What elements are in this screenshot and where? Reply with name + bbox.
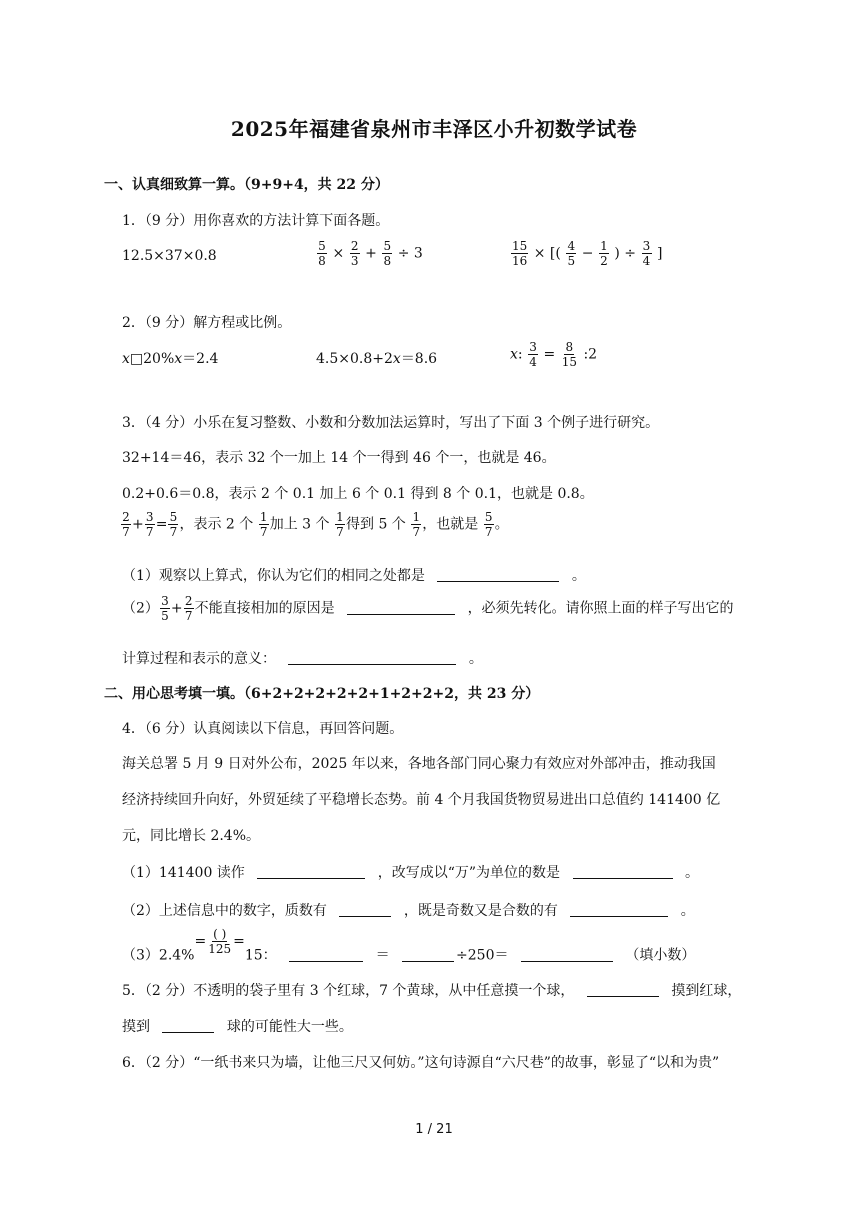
fraction: $\frac{8}{15}$ <box>561 340 577 369</box>
fraction: $\frac{15}{16}$ <box>512 239 528 268</box>
answer-blank[interactable] <box>288 650 456 665</box>
answer-blank[interactable] <box>289 947 363 962</box>
q3-part-2: （2） $\frac{3}{5}$ + $\frac{2}{7}$ 不能直接相加的原因是 ，必须先转化。请你照上面的样子写出它的 <box>122 594 734 623</box>
question-5-line-2: 摸到 球的可能性大一些。 <box>122 1019 353 1035</box>
q4-sub-1: （1）141400 读作 ，改写成以“万”为单位的数是 。 <box>122 865 699 881</box>
section-2-heading: 二、用心思考填一填。（6+2+2+2+2+2+1+2+2+2，共 23 分） <box>104 686 540 702</box>
question-6-line-1: 6．（2 分）“一纸书来只为墙，让他三尺又何妨。”这句诗源自“六尺巷”的故事，彰显了“以和为贵” <box>122 1055 720 1071</box>
q1-expression-2: $\frac{5}{8}$ × $\frac{2}{3}$ + $\frac{5}{8}$ ÷ 3 <box>318 239 423 268</box>
fraction: $\frac{3}{4}$ <box>529 340 537 369</box>
fraction: $\frac{1}{7}$ <box>412 510 421 539</box>
page-number: 1 / 21 <box>415 1122 453 1137</box>
fraction: $\frac{2}{7}$ <box>184 594 193 623</box>
answer-blank[interactable] <box>402 947 454 962</box>
question-2-stem: 2．（9 分）解方程或比例。 <box>122 315 292 331</box>
q3-part-1: （1）观察以上算式，你认为它们的相同之处都是 。 <box>122 568 586 584</box>
answer-blank[interactable] <box>162 1018 214 1033</box>
question-4-stem: 4．（6 分）认真阅读以下信息，再回答问题。 <box>122 721 404 737</box>
answer-blank[interactable] <box>587 982 659 997</box>
answer-blank[interactable] <box>347 600 455 615</box>
fraction: $\frac{1}{2}$ <box>600 239 608 268</box>
fraction: $\frac{1}{7}$ <box>259 510 268 539</box>
q1-expression-3: $\frac{15}{16}$ × [( $\frac{4}{5}$ − $\frac{1}{2}$ ) ÷ $\frac{3}{4}$ ] <box>512 239 663 268</box>
q3-example-2: 0.2+0.6＝0.8，表示 2 个 0.1 加上 6 个 0.1 得到 8 个 0.1，也就是 0.8。 <box>122 486 594 502</box>
answer-blank[interactable] <box>437 567 559 582</box>
section-1-heading: 一、认真细致算一算。（9+9+4，共 22 分） <box>104 177 389 193</box>
answer-blank[interactable] <box>521 947 613 962</box>
answer-blank[interactable] <box>573 864 673 879</box>
fraction: $\frac{1}{7}$ <box>336 510 344 539</box>
q4-sub-3: （3）2.4%= $\frac{( )}{125}$ =15： ＝ ÷250＝ （填小数） <box>122 927 696 964</box>
q2-equation-2: 4.5×0.8+2x＝8.6 <box>316 351 438 367</box>
answer-blank[interactable] <box>570 902 668 917</box>
fraction: $\frac{( )}{125}$ <box>208 927 232 956</box>
q2-equation-1: x□20%x＝2.4 <box>122 351 219 367</box>
answer-blank[interactable] <box>257 864 365 879</box>
fraction: $\frac{3}{7}$ <box>145 510 154 539</box>
fraction: $\frac{5}{7}$ <box>169 510 178 539</box>
q3-example-3: $\frac{2}{7}$ + $\frac{3}{7}$ = $\frac{5}{7}$ ，表示 2 个 $\frac{1}{7}$ 加上 3 个 $\frac{1}{7}$ 得到 5 个 $\frac{1}{7}$ ，也就是 $\frac{5}{7}$ 。 <box>122 510 509 539</box>
fraction: $\frac{3}{4}$ <box>642 239 651 268</box>
question-5-line-1: 5．（2 分）不透明的袋子里有 3 个红球，7 个黄球，从中任意摸一个球， 摸到红球， <box>122 983 742 999</box>
q3-part-2-continued: 计算过程和表示的意义： 。 <box>122 651 483 667</box>
fraction: $\frac{5}{7}$ <box>484 510 493 539</box>
page-title: 2025年福建省泉州市丰泽区小升初数学试卷 <box>230 117 638 141</box>
question-1-stem: 1．（9 分）用你喜欢的方法计算下面各题。 <box>122 213 390 229</box>
fraction: $\frac{5}{8}$ <box>383 239 392 268</box>
question-3-stem: 3．（4 分）小乐在复习整数、小数和分数加法运算时，写出了下面 3 个例子进行研究。 <box>122 415 660 431</box>
q4-sub-2: （2）上述信息中的数字，质数有 ，既是奇数又是合数的有 。 <box>122 903 695 919</box>
fraction: $\frac{3}{5}$ <box>161 594 169 623</box>
answer-blank[interactable] <box>339 902 391 917</box>
fraction: $\frac{4}{5}$ <box>567 239 576 268</box>
fraction: $\frac{2}{3}$ <box>350 239 359 268</box>
q3-example-1: 32+14＝46，表示 32 个一加上 14 个一得到 46 个一，也就是 46。 <box>122 450 556 466</box>
fraction: $\frac{5}{8}$ <box>318 239 326 268</box>
q4-passage-line-2: 经济持续回升向好，外贸延续了平稳增长态势。前 4 个月我国货物贸易进出口总值约 141400 亿 <box>122 792 721 808</box>
q2-proportion: x: $\frac{3}{4}$ = $\frac{8}{15}$ :2 <box>510 340 598 369</box>
fraction: $\frac{2}{7}$ <box>122 510 130 539</box>
q1-expression-1: 12.5×37×0.8 <box>122 248 217 264</box>
q4-passage-line-3: 元，同比增长 2.4%。 <box>122 828 261 844</box>
q4-passage-line-1: 海关总署 5 月 9 日对外公布，2025 年以来，各地各部门同心聚力有效应对外部冲击，推动我国 <box>122 756 716 772</box>
